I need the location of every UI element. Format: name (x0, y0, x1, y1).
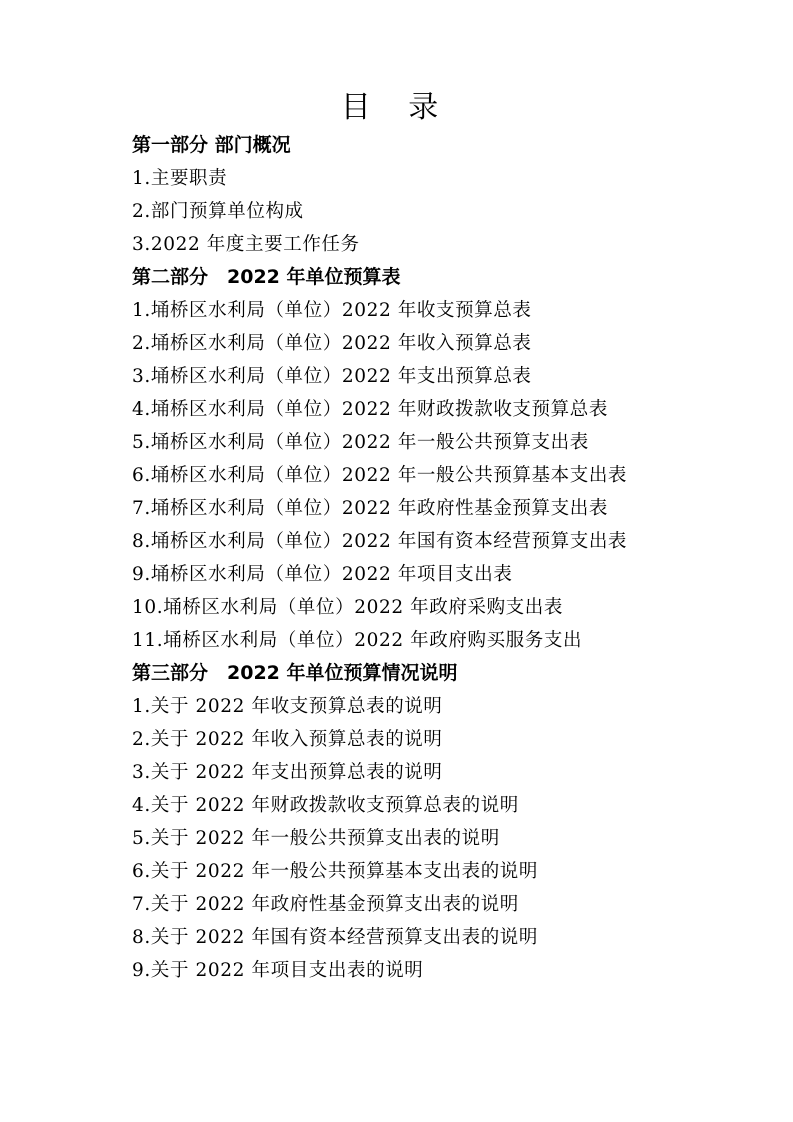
toc-item: 2.部门预算单位构成 (132, 201, 304, 222)
section-heading: 第一部分 部门概况 (132, 134, 291, 156)
toc-item: 4.埇桥区水利局（单位）2022 年财政拨款收支预算总表 (132, 399, 608, 420)
toc-item: 1.关于 2022 年收支预算总表的说明 (132, 696, 443, 717)
toc-item: 3.关于 2022 年支出预算总表的说明 (132, 762, 443, 783)
toc-item: 8.关于 2022 年国有资本经营预算支出表的说明 (132, 927, 538, 948)
table-of-contents (132, 129, 752, 987)
toc-item: 11.埇桥区水利局（单位）2022 年政府购买服务支出 (132, 630, 583, 651)
section-heading: 第三部分 2022 年单位预算情况说明 (132, 662, 458, 684)
page-title: 目 录 (340, 90, 453, 125)
toc-item: 1.埇桥区水利局（单位）2022 年收支预算总表 (132, 300, 532, 321)
toc-item: 5.关于 2022 年一般公共预算支出表的说明 (132, 828, 500, 849)
section-heading: 第二部分 2022 年单位预算表 (132, 266, 401, 288)
toc-item: 9.埇桥区水利局（单位）2022 年项目支出表 (132, 564, 513, 585)
toc-item: 3.埇桥区水利局（单位）2022 年支出预算总表 (132, 366, 532, 387)
toc-item: 7.埇桥区水利局（单位）2022 年政府性基金预算支出表 (132, 498, 608, 519)
toc-item: 7.关于 2022 年政府性基金预算支出表的说明 (132, 894, 519, 915)
toc-item: 3.2022 年度主要工作任务 (132, 234, 360, 255)
toc-section-part-three (132, 657, 752, 987)
toc-item: 5.埇桥区水利局（单位）2022 年一般公共预算支出表 (132, 432, 589, 453)
toc-item: 4.关于 2022 年财政拨款收支预算总表的说明 (132, 795, 519, 816)
toc-item: 8.埇桥区水利局（单位）2022 年国有资本经营预算支出表 (132, 531, 628, 552)
toc-item: 10.埇桥区水利局（单位）2022 年政府采购支出表 (132, 597, 563, 618)
toc-item: 1.主要职责 (132, 168, 228, 189)
toc-section-part-two (132, 261, 752, 657)
toc-item: 2.关于 2022 年收入预算总表的说明 (132, 729, 443, 750)
toc-item: 6.埇桥区水利局（单位）2022 年一般公共预算基本支出表 (132, 465, 628, 486)
toc-item: 9.关于 2022 年项目支出表的说明 (132, 960, 424, 981)
toc-section-part-one (132, 129, 752, 261)
toc-item: 2.埇桥区水利局（单位）2022 年收入预算总表 (132, 333, 532, 354)
toc-item: 6.关于 2022 年一般公共预算基本支出表的说明 (132, 861, 538, 882)
